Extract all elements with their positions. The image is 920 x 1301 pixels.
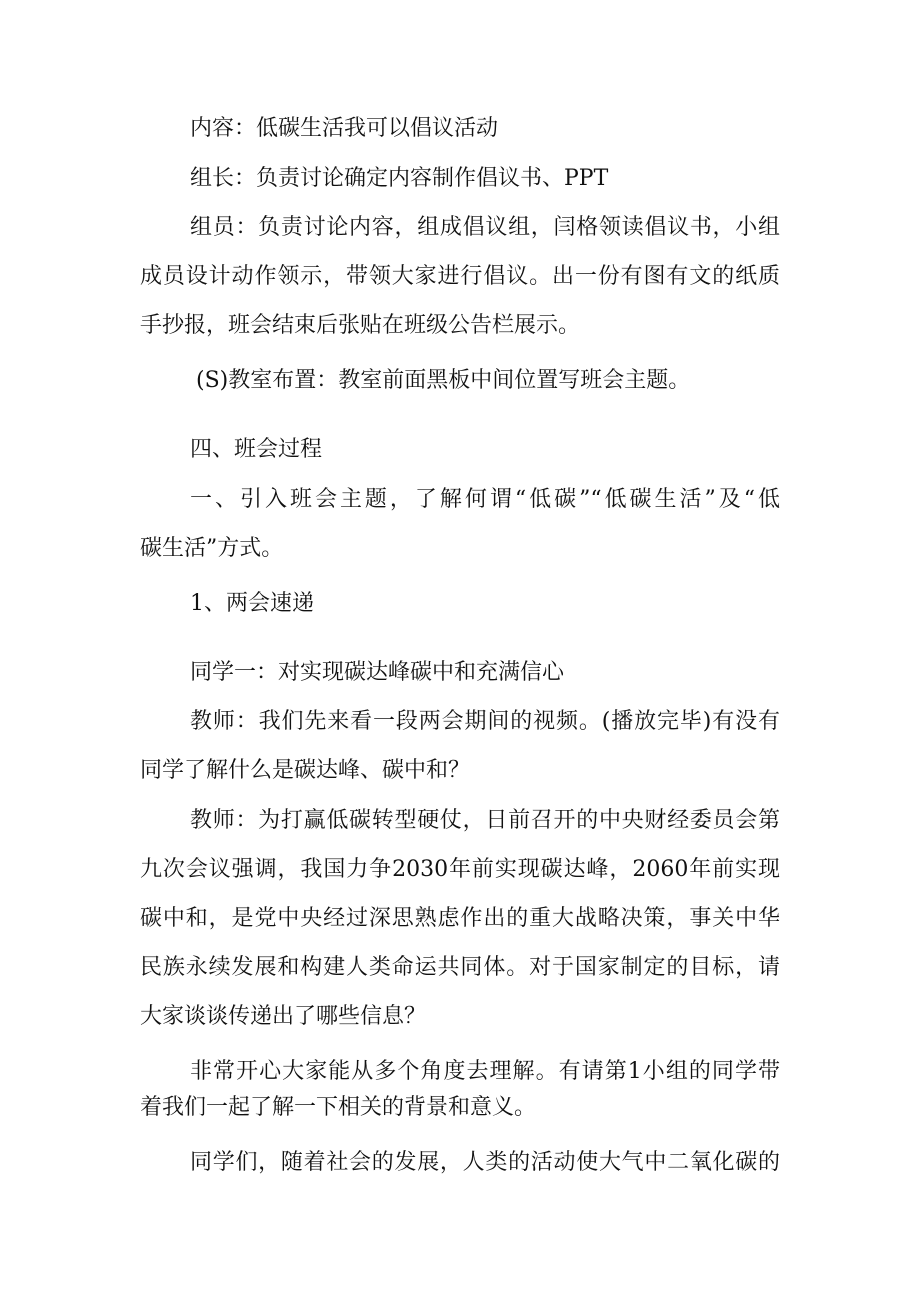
followup-line-1: 非常开心大家能从多个角度去理解。有请第1小组的同学带 (190, 1059, 780, 1084)
intro-line-1: 一、引入班会主题，了解何谓“低碳”“低碳生活”及“低 (190, 487, 780, 512)
classroom-layout-line: (S)教室布置：教室前面黑板中间位置写班会主题。 (196, 368, 691, 393)
subsection-heading: 1、两会速递 (190, 591, 314, 616)
followup-line-2: 着我们一起了解一下相关的背景和意义。 (140, 1095, 537, 1120)
leader-line: 组长：负责讨论确定内容制作倡议书、PPT (190, 166, 609, 191)
teacher-explain-line-4: 民族永续发展和构建人类命运共同体。对于国家制定的目标，请 (140, 955, 780, 980)
teacher-explain-line-2: 九次会议强调，我国力争2030年前实现碳达峰，2060年前实现 (140, 857, 780, 882)
student-one-line: 同学一：对实现碳达峰碳中和充满信心 (190, 660, 565, 685)
section-heading: 四、班会过程 (190, 437, 323, 462)
member-line-1: 组员：负责讨论内容，组成倡议组，闫格领读倡议书，小组 (190, 215, 780, 240)
teacher-question-line-2: 同学了解什么是碳达峰、碳中和？ (140, 758, 471, 783)
content-line: 内容：低碳生活我可以倡议活动 (190, 116, 499, 141)
member-line-3: 手抄报，班会结束后张贴在班级公告栏展示。 (140, 313, 581, 338)
teacher-question-line-1: 教师：我们先来看一段两会期间的视频。(播放完毕)有没有 (190, 709, 780, 734)
background-line-1: 同学们，随着社会的发展，人类的活动使大气中二氧化碳的 (190, 1150, 780, 1175)
teacher-explain-line-3: 碳中和，是党中央经过深思熟虑作出的重大战略决策，事关中华 (140, 906, 780, 931)
intro-line-2: 碳生活”方式。 (140, 536, 284, 561)
member-line-2: 成员设计动作领示，带领大家进行倡议。出一份有图有文的纸质 (140, 264, 780, 289)
teacher-explain-line-5: 大家谈谈传递出了哪些信息？ (140, 1004, 427, 1029)
teacher-explain-line-1: 教师：为打赢低碳转型硬仗，日前召开的中央财经委员会第 (190, 808, 780, 833)
